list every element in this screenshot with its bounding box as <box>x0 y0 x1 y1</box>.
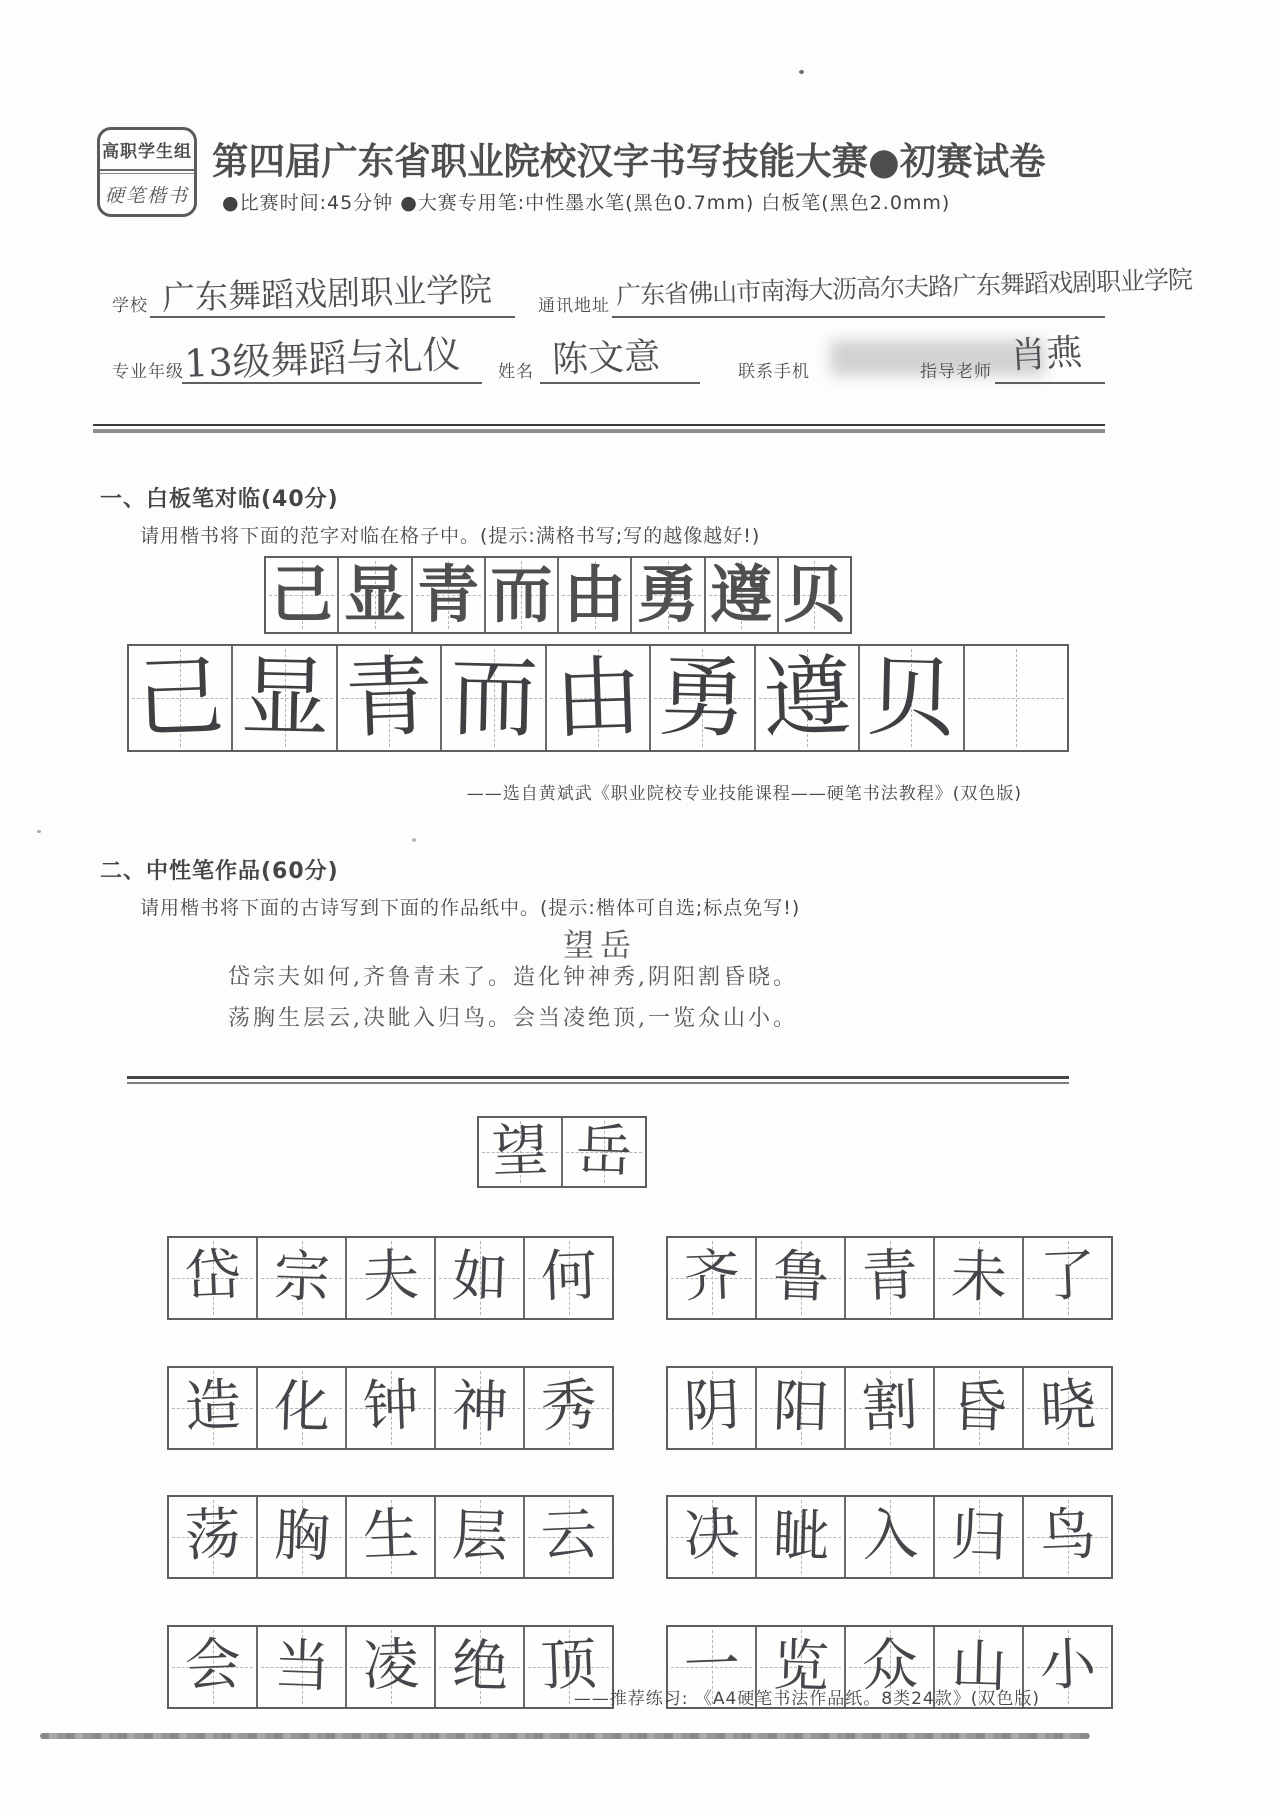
grid-cell: 顶 <box>525 1627 612 1707</box>
grid-cell: 神 <box>436 1368 525 1448</box>
grid-cell: 归 <box>935 1497 1024 1577</box>
grid-cell: 岱 <box>169 1238 258 1318</box>
work-grid-row2-left <box>167 1366 614 1450</box>
page-subtitle: ●比赛时间:45分钟 ●大赛专用笔:中性墨水笔(黑色0.7mm) 白板笔(黑色2.0mm) <box>222 192 951 214</box>
grid-cell: 凌 <box>347 1627 436 1707</box>
grid-cell: 云 <box>525 1497 612 1577</box>
grid-cell: 阳 <box>757 1368 846 1448</box>
grid-cell: 青 <box>338 646 442 750</box>
work-grid-row1-left <box>167 1236 614 1320</box>
school-label: 学校 <box>112 296 148 316</box>
grid-cell: 绝 <box>436 1627 525 1707</box>
section2-instruction: 请用楷书将下面的古诗写到下面的作品纸中。(提示:楷体可自选;标点免写!) <box>140 897 801 919</box>
grid-cell: 鲁 <box>757 1238 846 1318</box>
grid-cell: 生 <box>347 1497 436 1577</box>
grid-cell: 己 <box>129 646 233 750</box>
grid-cell: 夫 <box>347 1238 436 1318</box>
grid-cell: 钟 <box>347 1368 436 1448</box>
grid-cell: 遵 <box>706 558 779 632</box>
grid-cell: 会 <box>169 1627 258 1707</box>
grid-cell: 荡 <box>169 1497 258 1577</box>
grid-cell: 显 <box>233 646 337 750</box>
poem-title: 望岳 <box>563 928 637 964</box>
worksheet-title-grid <box>477 1116 647 1188</box>
grid-cell: 齐 <box>668 1238 757 1318</box>
recommended-practice-note: ——推荐练习: 《A4硬笔书法作品纸。8类24款》(双色版) <box>573 1689 1040 1709</box>
grid-cell: 青 <box>846 1238 935 1318</box>
section1-instruction: 请用楷书将下面的范字对临在格子中。(提示:满格书写;写的越像越好!) <box>140 525 761 547</box>
grid-cell: 众 <box>846 1627 935 1707</box>
grid-cell: 如 <box>436 1238 525 1318</box>
grid-cell: 化 <box>258 1368 347 1448</box>
address-label: 通讯地址 <box>538 296 610 316</box>
scan-speck <box>799 70 804 74</box>
model-character-grid <box>264 556 852 634</box>
group-box <box>97 127 197 217</box>
section1-heading: 一、白板笔对临(40分) <box>100 487 339 512</box>
header-divider-rule <box>93 424 1105 433</box>
grid-cell: 岳 <box>563 1118 645 1186</box>
name-label: 姓名 <box>498 362 534 382</box>
work-grid-row3-right <box>666 1495 1113 1579</box>
teacher-underline <box>995 382 1105 384</box>
grid-cell: 山 <box>935 1627 1024 1707</box>
grid-cell: 了 <box>1024 1238 1111 1318</box>
work-grid-row3-left <box>167 1495 614 1579</box>
grid-cell: 而 <box>442 646 546 750</box>
address-value-handwritten: 广东省佛山市南海大沥高尔夫路广东舞蹈戏剧职业学院 <box>615 264 1193 311</box>
grid-cell: 阴 <box>668 1368 757 1448</box>
grid-cell: 览 <box>757 1627 846 1707</box>
name-value-handwritten: 陈文意 <box>551 336 661 381</box>
phone-label: 联系手机 <box>738 362 810 382</box>
grid-cell: 由 <box>559 558 632 632</box>
group-box-category: 高职学生组 <box>100 130 194 171</box>
grid-cell: 小 <box>1024 1627 1111 1707</box>
grid-cell: 决 <box>668 1497 757 1577</box>
work-grid-row4-right <box>666 1625 1113 1709</box>
grid-cell: 胸 <box>258 1497 347 1577</box>
section2-heading: 二、中性笔作品(60分) <box>100 859 339 884</box>
grid-cell: 晓 <box>1024 1368 1111 1448</box>
grid-cell: 己 <box>266 558 339 632</box>
grid-cell <box>965 646 1067 750</box>
grid-cell: 秀 <box>525 1368 612 1448</box>
address-underline <box>612 316 1105 318</box>
scan-speck <box>412 838 416 842</box>
work-grid-row4-left <box>167 1625 614 1709</box>
major-label: 专业年级 <box>112 362 184 382</box>
grid-cell: 当 <box>258 1627 347 1707</box>
poem-line-1: 岱宗夫如何,齐鲁青未了。造化钟神秀,阴阳割昏晓。 <box>228 965 798 990</box>
grid-cell: 鸟 <box>1024 1497 1111 1577</box>
grid-cell: 一 <box>668 1627 757 1707</box>
worksheet-bottom-rule <box>40 1733 1090 1739</box>
teacher-label: 指导老师 <box>920 362 992 382</box>
worksheet-top-rule <box>127 1076 1069 1084</box>
grid-cell: 遵 <box>756 646 860 750</box>
grid-cell: 造 <box>169 1368 258 1448</box>
whiteboard-practice-grid <box>127 644 1069 752</box>
work-grid-row2-right <box>666 1366 1113 1450</box>
work-grid-row1-right <box>666 1236 1113 1320</box>
grid-cell: 何 <box>525 1238 612 1318</box>
grid-cell: 层 <box>436 1497 525 1577</box>
poem-line-2: 荡胸生层云,决眦入归鸟。会当凌绝顶,一览众山小。 <box>228 1006 798 1031</box>
teacher-value-handwritten: 肖燕 <box>1009 332 1084 377</box>
grid-cell: 未 <box>935 1238 1024 1318</box>
grid-cell: 宗 <box>258 1238 347 1318</box>
school-value-handwritten: 广东舞蹈戏剧职业学院 <box>161 269 493 318</box>
grid-cell: 眦 <box>757 1497 846 1577</box>
grid-cell: 割 <box>846 1368 935 1448</box>
major-value-handwritten: 13级舞蹈与礼仪 <box>183 332 462 386</box>
grid-cell: 由 <box>547 646 651 750</box>
group-box-style: 硬笔楷书 <box>104 185 189 207</box>
grid-cell: 望 <box>479 1118 563 1186</box>
grid-cell: 昏 <box>935 1368 1024 1448</box>
grid-cell: 贝 <box>860 646 964 750</box>
grid-cell: 青 <box>413 558 486 632</box>
grid-cell: 勇 <box>632 558 705 632</box>
section1-attribution: ——选自黄斌武《职业院校专业技能课程——硬笔书法教程》(双色版) <box>466 784 1022 804</box>
grid-cell: 显 <box>339 558 412 632</box>
grid-cell: 入 <box>846 1497 935 1577</box>
page-title: 第四届广东省职业院校汉字书写技能大赛●初赛试卷 <box>212 140 1046 183</box>
grid-cell: 而 <box>486 558 559 632</box>
scan-speck <box>37 830 41 833</box>
grid-cell: 贝 <box>779 558 850 632</box>
grid-cell: 勇 <box>651 646 755 750</box>
